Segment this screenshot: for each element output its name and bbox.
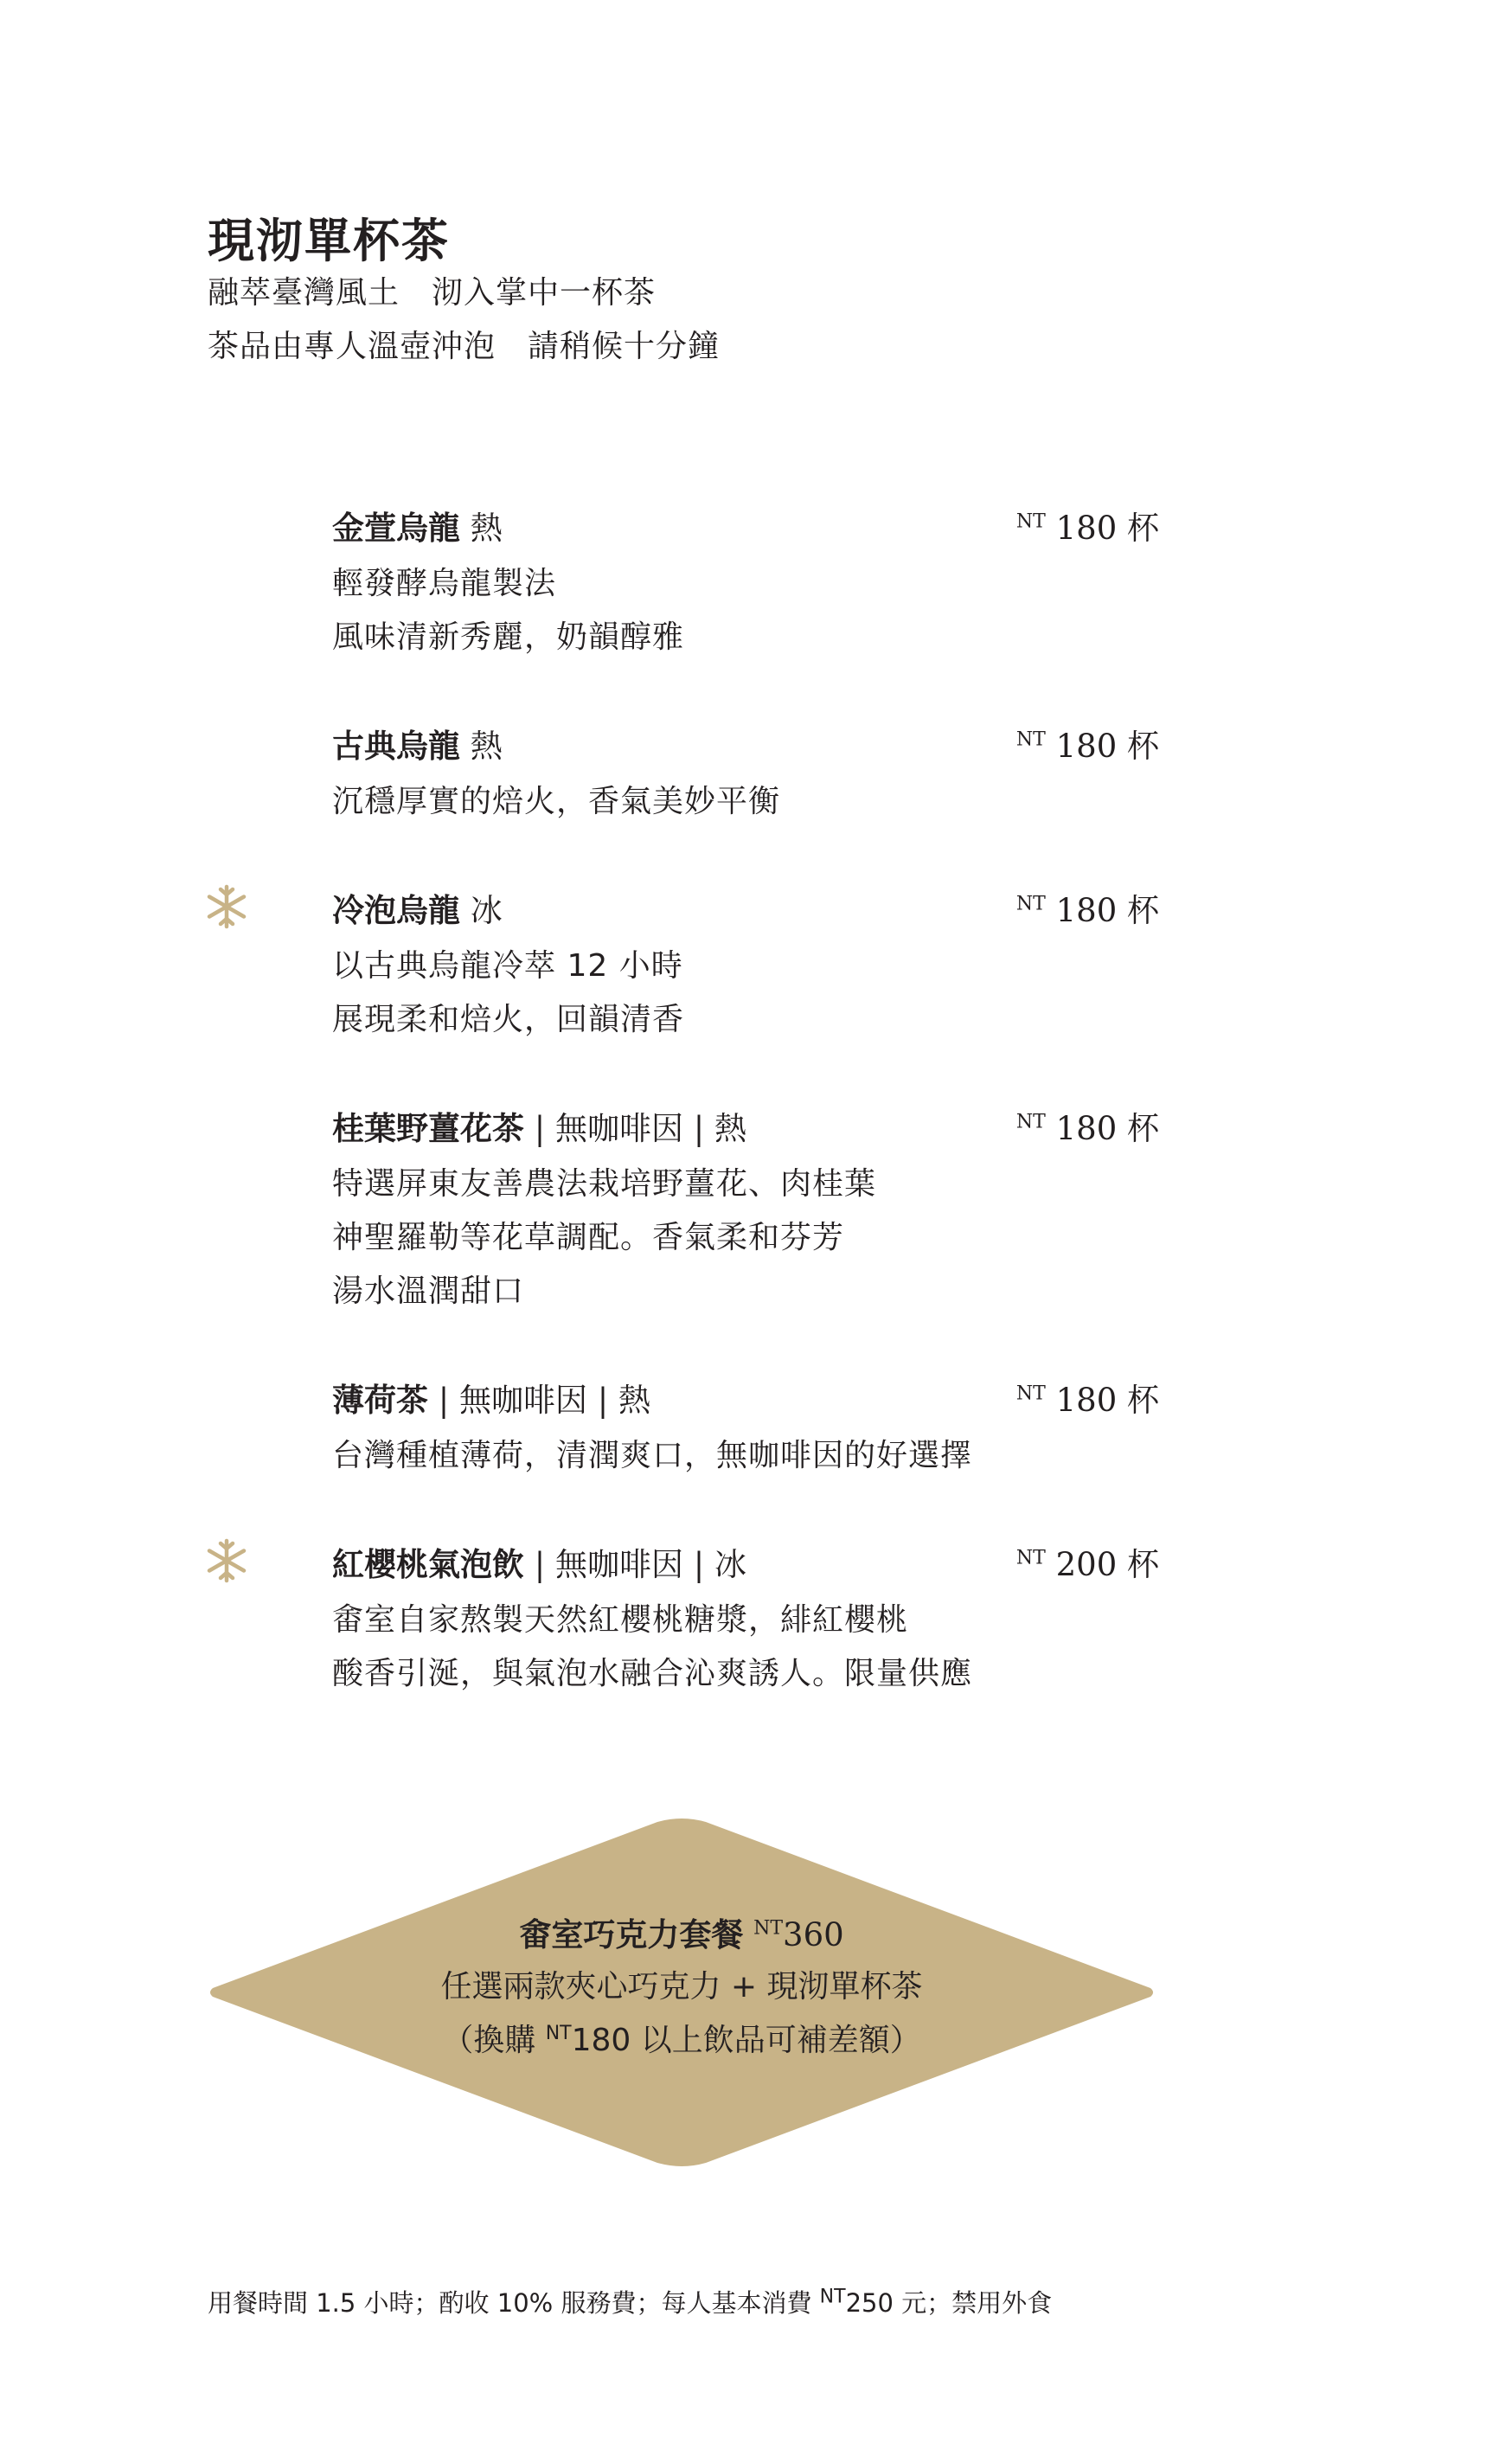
currency-prefix: NT <box>1015 1382 1046 1405</box>
currency-prefix: NT <box>1015 510 1046 533</box>
footer-note <box>208 2284 1052 2319</box>
menu-item-desc: 神聖羅勒等花草調配。香氣柔和芬芳 <box>332 1220 845 1255</box>
menu-item-price <box>1016 1538 1159 1585</box>
menu-item-name <box>332 1374 650 1421</box>
promo-price: 360 <box>783 1916 844 1953</box>
subtitle-line-1: 融萃臺灣風土 沏入掌中一杯茶 <box>208 275 657 311</box>
promo-line-3-a: （換購 <box>442 2023 546 2058</box>
currency-prefix: NT <box>753 1917 784 1940</box>
menu-item-desc: 沉穩厚實的焙火，香氣美妙平衡 <box>332 784 781 819</box>
menu-item-name <box>332 502 503 548</box>
page-title: 現沏單杯茶 <box>208 213 450 268</box>
item-title: 金萱烏龍 <box>332 509 460 547</box>
price-value: 180 杯 <box>1055 1110 1159 1147</box>
item-title: 冷泡烏龍 <box>332 891 460 929</box>
menu-item-desc: 畬室自家熬製天然紅櫻桃糖漿，緋紅櫻桃 <box>332 1602 909 1638</box>
price-value: 200 杯 <box>1055 1546 1159 1583</box>
price-value: 180 杯 <box>1055 728 1159 765</box>
snowflake-icon <box>204 884 249 929</box>
promo-line-3 <box>208 2016 1156 2060</box>
currency-prefix: NT <box>1015 893 1046 915</box>
menu-item-desc: 以古典烏龍冷萃 12 小時 <box>332 948 683 984</box>
promo-title <box>208 1908 1156 1955</box>
menu-item-desc: 酸香引涎，與氣泡水融合沁爽誘人。限量供應 <box>332 1656 973 1691</box>
currency-prefix: NT <box>819 2286 846 2308</box>
price-value: 180 杯 <box>1055 892 1159 929</box>
menu-item-price <box>1016 1102 1159 1149</box>
promo-title-text: 畬室巧克力套餐 <box>519 1915 744 1953</box>
menu-item-price <box>1016 1374 1159 1421</box>
item-title: 紅櫻桃氣泡飲 <box>332 1545 524 1583</box>
item-tags: 熱 <box>460 510 503 547</box>
item-tags: 熱 <box>460 728 503 765</box>
currency-prefix: NT <box>1015 728 1046 751</box>
currency-prefix: NT <box>1015 1547 1046 1569</box>
menu-item-name <box>332 1102 746 1149</box>
snowflake-icon <box>204 1538 249 1583</box>
promo-line-3-b: 180 以上飲品可補差額） <box>571 2023 921 2058</box>
menu-item-desc: 輕發酵烏龍製法 <box>332 566 557 601</box>
item-tags: 冰 <box>460 892 503 929</box>
item-tags: | 無咖啡因 | 熱 <box>524 1110 746 1147</box>
currency-prefix: NT <box>545 2023 572 2044</box>
footer-text-a: 用餐時間 1.5 小時；酌收 10% 服務費；每人基本消費 <box>208 2288 820 2318</box>
price-value: 180 杯 <box>1055 1382 1159 1419</box>
price-value: 180 杯 <box>1055 510 1159 547</box>
menu-item-desc: 特選屏東友善農法栽培野薑花、肉桂葉 <box>332 1166 877 1202</box>
item-title: 薄荷茶 <box>332 1381 428 1419</box>
menu-item-name <box>332 884 503 931</box>
menu-item-price <box>1016 884 1159 931</box>
menu-item-price <box>1016 502 1159 548</box>
item-title: 桂葉野薑花茶 <box>332 1109 524 1147</box>
subtitle-line-2: 茶品由專人溫壺沖泡 請稍候十分鐘 <box>208 329 721 364</box>
footer-text-b: 250 元；禁用外食 <box>845 2288 1053 2318</box>
currency-prefix: NT <box>1015 1111 1046 1133</box>
menu-item-desc: 湯水溫潤甜口 <box>332 1273 525 1309</box>
menu-item-price <box>1016 720 1159 767</box>
item-title: 古典烏龍 <box>332 727 460 765</box>
promo-line-2: 任選兩款夾心巧克力 + 現沏單杯茶 <box>440 1969 923 2005</box>
item-tags: | 無咖啡因 | 熱 <box>428 1382 650 1419</box>
menu-item-name <box>332 720 503 767</box>
menu-item-desc: 展現柔和焙火，回韻清香 <box>332 1002 685 1037</box>
menu-item-name <box>332 1538 746 1585</box>
menu-item-desc: 台灣種植薄荷，清潤爽口，無咖啡因的好選擇 <box>332 1438 973 1473</box>
menu-item-desc: 風味清新秀麗，奶韻醇雅 <box>332 619 685 655</box>
item-tags: | 無咖啡因 | 冰 <box>524 1546 746 1583</box>
